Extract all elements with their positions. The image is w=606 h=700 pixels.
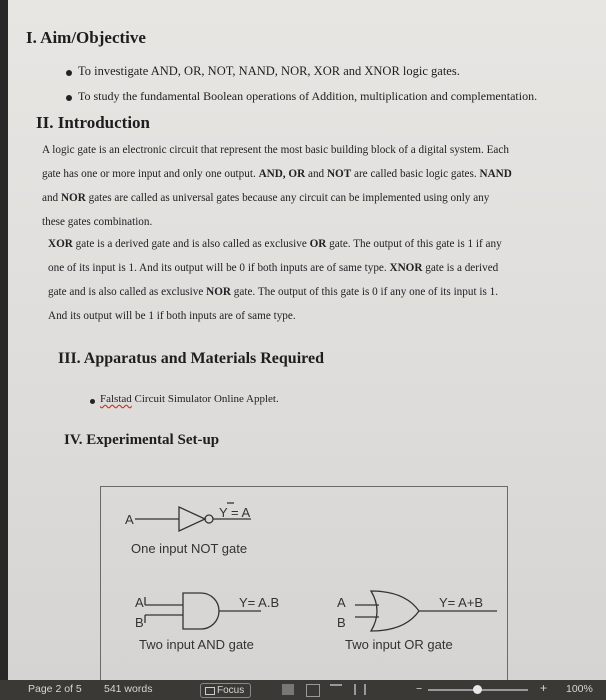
focus-button[interactable]: Focus <box>200 683 251 698</box>
objective-bullet-1: To investigate AND, OR, NOT, NAND, NOR, XOR and XNOR logic gates. <box>78 64 460 78</box>
intro-p2-line-4: And its output will be 1 if both inputs are of same type. <box>48 310 296 322</box>
intro-p2-line-3: gate and is also called as exclusive NOR gate. The output of this gate is 0 if any one of its input is 1. <box>48 286 499 298</box>
heading-aim-objective: I. Aim/Objective <box>26 28 146 47</box>
intro-p1-line-1: A logic gate is an electronic circuit that represent the most basic building block of a digital system. Each <box>42 144 509 156</box>
heading-apparatus: III. Apparatus and Materials Required <box>58 350 324 367</box>
print-layout-view-icon[interactable] <box>282 684 294 695</box>
intro-paragraph-2 <box>48 232 502 328</box>
heading-experimental-setup: IV. Experimental Set-up <box>64 432 220 448</box>
not-output-label: Y = A <box>219 505 251 520</box>
and-caption: Two input AND gate <box>139 637 254 652</box>
word-count[interactable]: 541 words <box>104 683 153 695</box>
and-input-a-label: A <box>135 595 144 610</box>
zoom-level[interactable]: 100% <box>566 683 593 695</box>
document-page <box>8 0 606 680</box>
apparatus-bullet: Falstad Circuit Simulator Online Applet. <box>100 393 279 405</box>
outline-view-icon[interactable] <box>330 684 342 694</box>
bullet-dot <box>66 70 72 76</box>
intro-p1-line-4: these gates combination. <box>42 216 153 228</box>
objective-bullet-2: To study the fundamental Boolean operations of Addition, multiplication and complementation. <box>78 89 538 103</box>
logic-gates-figure <box>100 486 508 680</box>
zoom-out-icon[interactable]: − <box>416 683 423 695</box>
web-layout-view-icon[interactable] <box>306 684 320 697</box>
not-input-label: A <box>125 512 134 527</box>
and-output-label: Y= A.B <box>239 595 280 610</box>
or-input-a-label: A <box>337 595 346 610</box>
zoom-slider-handle[interactable] <box>473 685 482 694</box>
bullet-dot <box>66 95 72 101</box>
or-caption: Two input OR gate <box>345 637 453 652</box>
intro-p1-line-3: and NOR gates are called as universal gates because any circuit can be implemented using only any <box>42 192 490 204</box>
not-caption: One input NOT gate <box>131 541 248 556</box>
bullet-dot <box>90 399 95 404</box>
intro-p1-line-2: gate has one or more input and only one output. AND, OR and NOT are called basic logic gates. NAND <box>42 168 512 180</box>
status-bar <box>0 680 606 700</box>
intro-p2-line-2: one of its input is 1. And its output will be 0 if both inputs are of same type. XNOR gate is a derived <box>48 262 499 274</box>
and-input-b-label: B <box>135 615 144 630</box>
draft-view-icon[interactable] <box>354 684 366 695</box>
intro-paragraph-1 <box>42 138 512 234</box>
zoom-in-icon[interactable]: + <box>540 681 548 695</box>
falstad-misspelled-word[interactable]: Falstad <box>100 393 132 405</box>
or-output-label: Y= A+B <box>439 595 484 610</box>
heading-introduction: II. Introduction <box>36 113 150 132</box>
or-input-b-label: B <box>337 615 346 630</box>
intro-p2-line-1: XOR gate is a derived gate and is also called as exclusive OR gate. The output of this gate is 1 if any <box>48 238 502 250</box>
page-count[interactable]: Page 2 of 5 <box>28 683 82 695</box>
